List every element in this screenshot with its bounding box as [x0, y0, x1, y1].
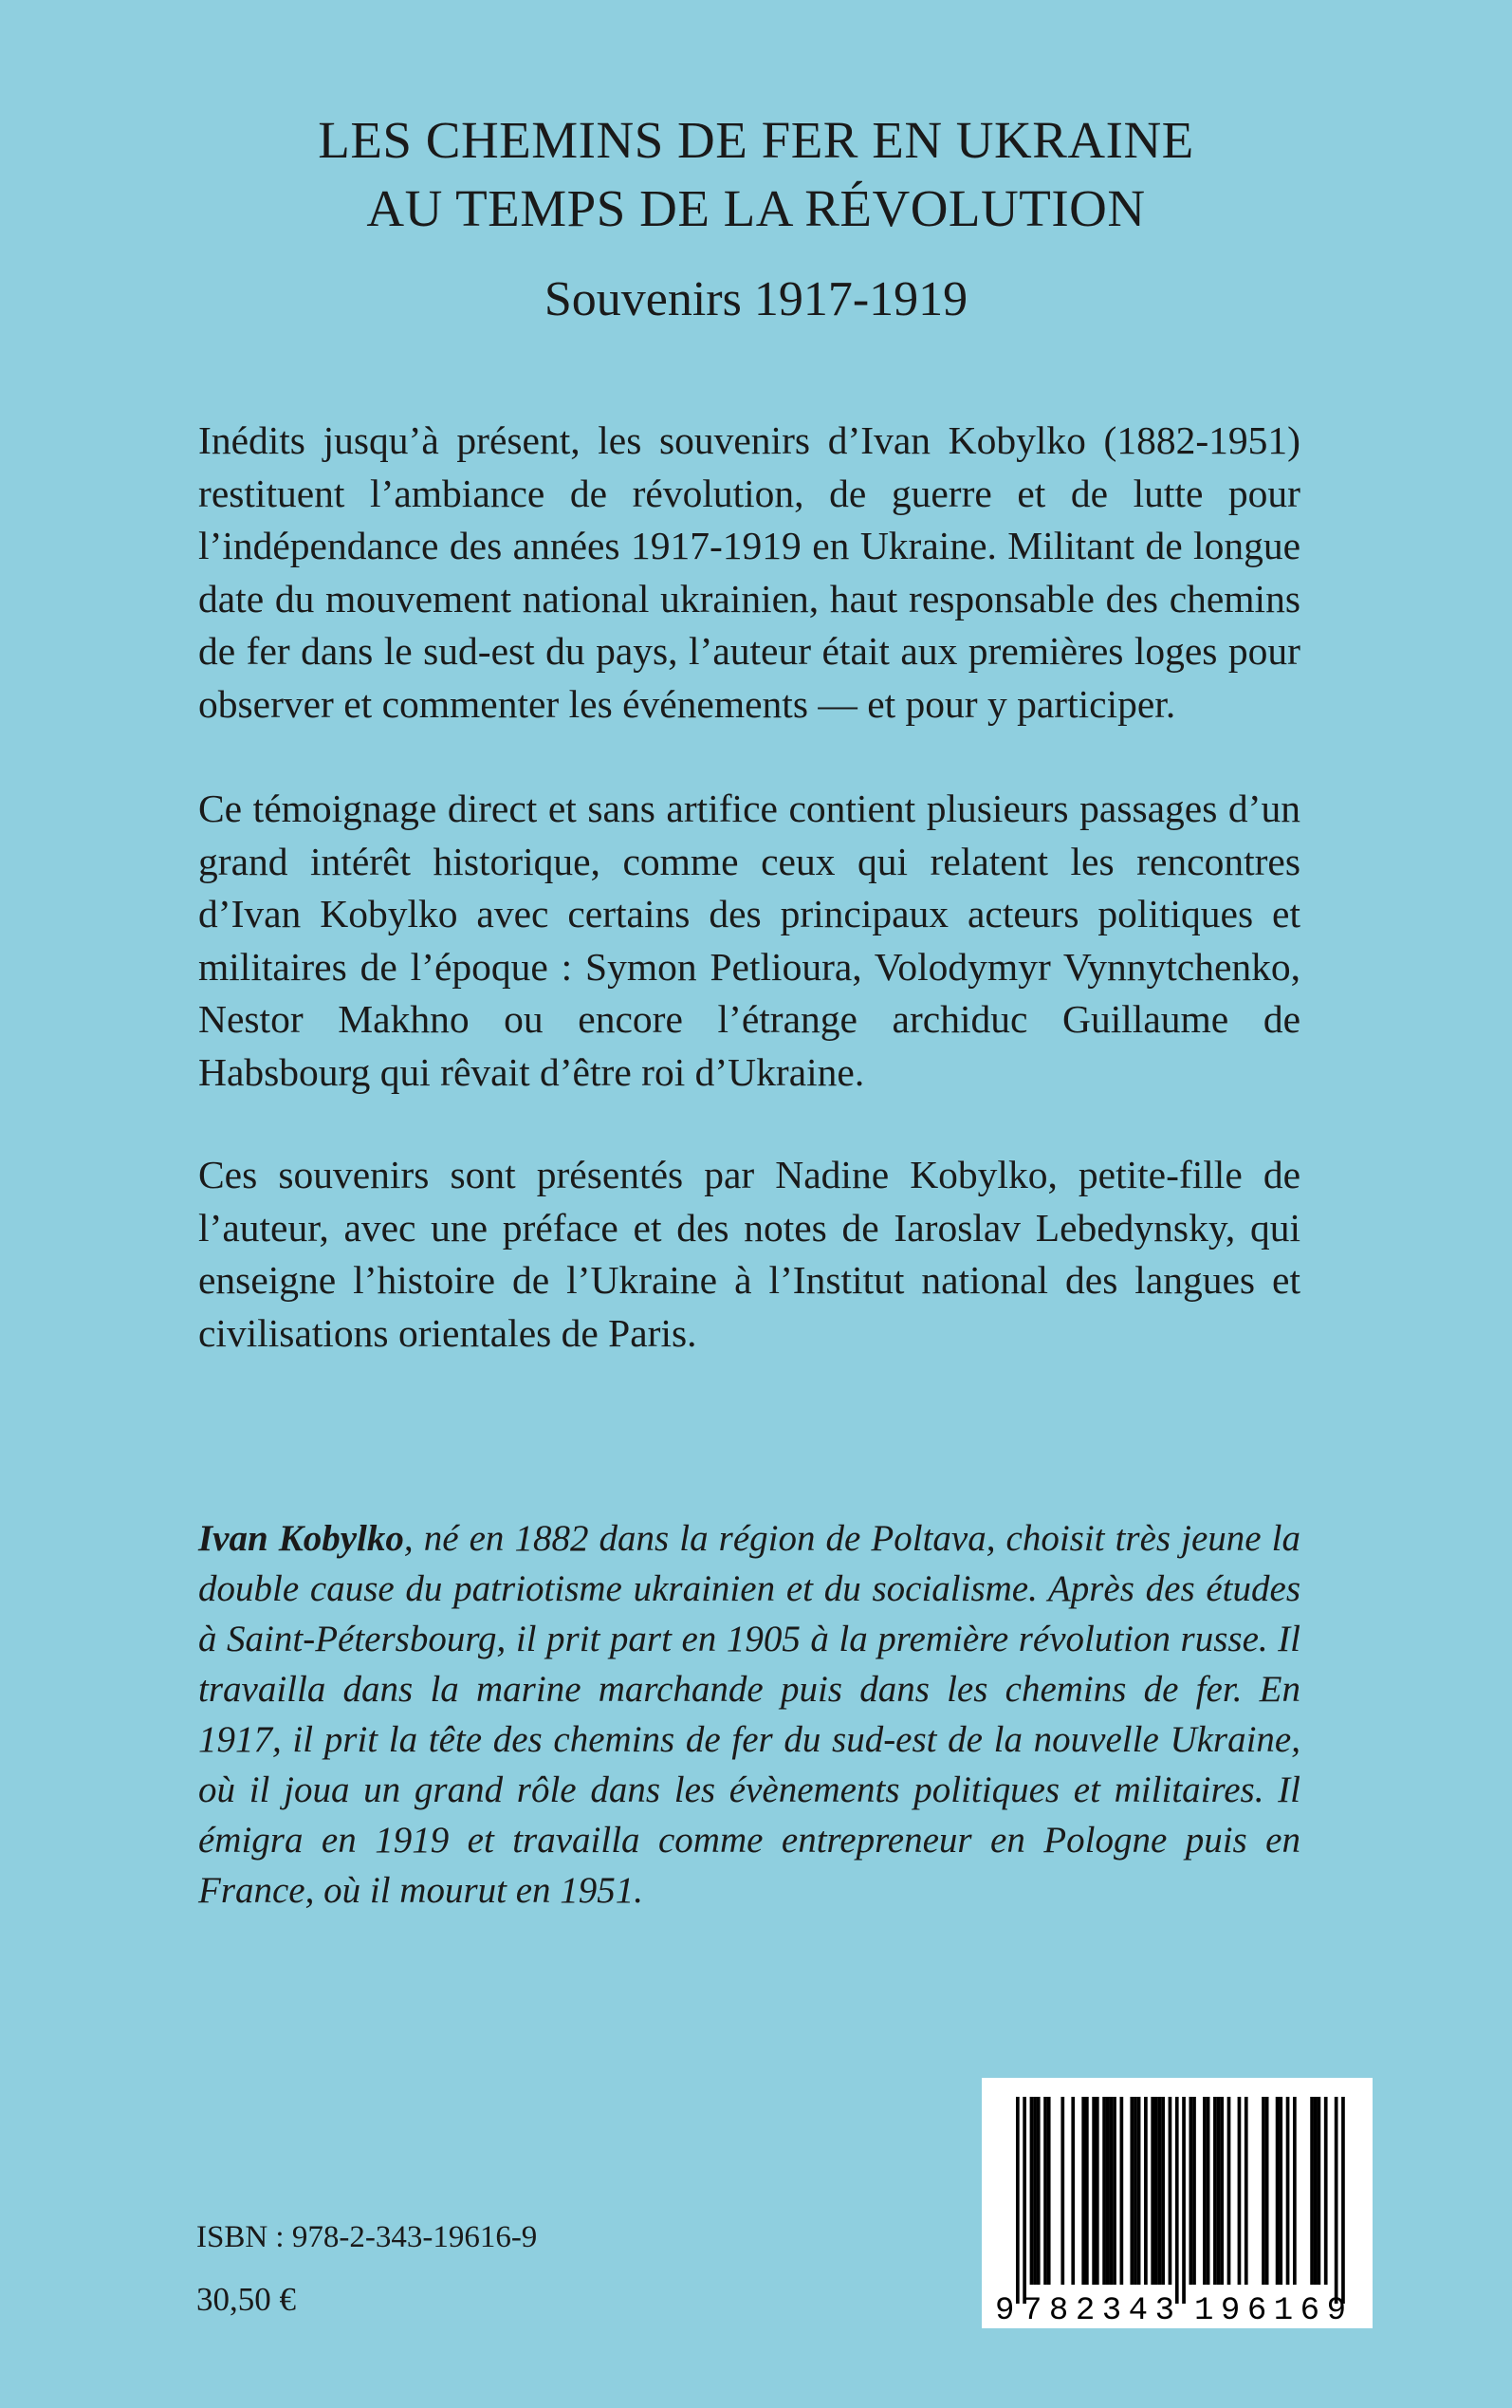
author-bio-text: , né en 1882 dans la région de Poltava, choisit très jeune la double cause du patriotisme ukrainien et du socialisme. Après des études à Saint-Pétersbourg, il prit part en 1905 à la première révolution russe. Il travailla dans la marine marchande puis dans les chemins de fer. En 1917, il prit la tête des chemins de fer du sud-est de la nouvelle Ukraine, où il joua un grand rôle dans les évènements politiques et militaires. Il émigra en 1919 et travailla comme entrepreneur en Pologne puis en France, où il mourut en 1951.: [198, 1518, 1300, 1911]
barcode-bar: [1137, 2097, 1141, 2285]
barcode-bar: [1113, 2097, 1116, 2285]
barcode-bar: [1335, 2097, 1338, 2304]
barcode-bar: [1106, 2097, 1110, 2285]
barcode-bar: [1245, 2097, 1248, 2285]
barcode-bar: [1276, 2097, 1280, 2285]
barcode-bar: [1213, 2097, 1217, 2285]
barcode-bar: [1175, 2097, 1179, 2304]
barcode-bar: [1189, 2097, 1193, 2285]
book-title-line-2: AU TEMPS DE LA RÉVOLUTION: [366, 179, 1146, 237]
barcode-bar: [1161, 2097, 1165, 2285]
barcode-left-digits: 782343: [1023, 2293, 1174, 2328]
blurb-paragraph-1: Inédits jusqu’à présent, les souvenirs d’Ivan Kobylko (1882-1951) restituent l’ambiance de révolution, de guerre et de lutte pour l’indépendance des années 1917-1919 en Ukraine. Militant de longue date du mouvement national ukrainien, haut responsable des chemins de fer dans le sud-est du pays, l’auteur était aux premières loges pour observer et commenter les événements — et pour y participer.: [198, 418, 1300, 726]
book-title-line-1: LES CHEMINS DE FER EN UKRAINE: [318, 111, 1194, 169]
barcode-bar: [1102, 2097, 1106, 2285]
barcode-bar: [1033, 2097, 1037, 2285]
barcode-bar: [1023, 2097, 1026, 2304]
barcode-bar: [1154, 2097, 1158, 2285]
barcode-bar: [1110, 2097, 1114, 2285]
barcode-bar: [1151, 2097, 1154, 2285]
barcode-first-digit: 9: [995, 2293, 1015, 2328]
barcode-bar: [1030, 2097, 1034, 2285]
barcode-bar: [1016, 2097, 1020, 2304]
blurb-paragraph-3: Ces souvenirs sont présentés par Nadine Kobylko, petite-fille de l’auteur, avec une préface et des notes de Iaroslav Lebedynsky, qui enseigne l’histoire de l’Ukraine à l’Institut national des langues et civilisations orientales de Paris.: [198, 1153, 1300, 1355]
barcode-right-digits: 196169: [1194, 2293, 1346, 2328]
price-label: 30,50 €: [196, 2281, 296, 2318]
barcode-bar: [1081, 2097, 1085, 2285]
barcode-bar: [1060, 2097, 1064, 2285]
barcode-bar: [1279, 2097, 1282, 2285]
cover-title-block: [0, 106, 1512, 332]
barcode-graphic: [982, 2078, 1373, 2328]
barcode-bar: [1158, 2097, 1162, 2285]
barcode-bar: [1217, 2097, 1221, 2285]
blurb-paragraph-2: Ce témoignage direct et sans artifice contient plusieurs passages d’un grand intérêt historique, comme ceux qui relatent les rencontres d’Ivan Kobylko avec certains des principaux acteurs politiques et militaires de l’époque : Symon Petlioura, Volodymyr Vynnytchenko, Nestor Makhno ou encore l’étrange archiduc Guillaume de Habsbourg qui rêvait d’être roi d’Ukraine.: [198, 787, 1300, 1094]
barcode: [982, 2078, 1373, 2328]
barcode-bar: [1227, 2097, 1231, 2285]
barcode-bar: [1192, 2097, 1196, 2285]
barcode-bar: [1169, 2097, 1172, 2285]
barcode-bar: [1071, 2097, 1075, 2285]
barcode-bar: [1220, 2097, 1224, 2285]
barcode-bar: [1047, 2097, 1051, 2285]
barcode-bar: [1265, 2097, 1269, 2285]
barcode-bar: [1310, 2097, 1314, 2285]
barcode-bar: [1134, 2097, 1137, 2285]
barcode-bar: [1092, 2097, 1096, 2285]
author-name: Ivan Kobylko: [198, 1518, 404, 1559]
barcode-bar: [1262, 2097, 1265, 2285]
barcode-bar: [1314, 2097, 1318, 2285]
barcode-bar: [1293, 2097, 1297, 2285]
barcode-bar: [1120, 2097, 1124, 2285]
barcode-bar: [1037, 2097, 1041, 2285]
barcode-bar: [1043, 2097, 1047, 2285]
barcode-bar: [1203, 2097, 1207, 2285]
barcode-bar: [1318, 2097, 1321, 2285]
book-subtitle: Souvenirs 1917-1919: [544, 272, 968, 326]
barcode-bar: [1341, 2097, 1345, 2304]
barcode-bar: [1130, 2097, 1134, 2285]
barcode-bar: [1182, 2097, 1186, 2304]
barcode-bar: [1207, 2097, 1210, 2285]
barcode-bar: [1238, 2097, 1242, 2285]
author-bio: [198, 1513, 1300, 1916]
barcode-bar: [1286, 2097, 1290, 2285]
barcode-bar: [1085, 2097, 1089, 2285]
isbn-label: ISBN : 978-2-343-19616-9: [196, 2220, 538, 2254]
barcode-bar: [1144, 2097, 1148, 2285]
barcode-bars: [1016, 2097, 1345, 2304]
barcode-bar: [1096, 2097, 1099, 2285]
barcode-bar: [1324, 2097, 1328, 2285]
